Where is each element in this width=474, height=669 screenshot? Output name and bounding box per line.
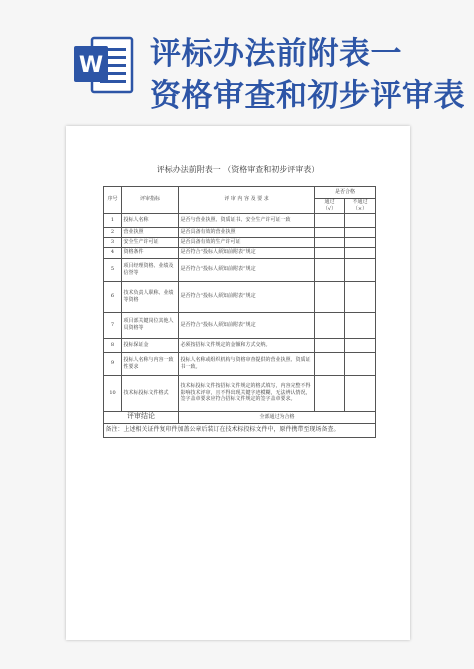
document-page: [66, 126, 410, 640]
table-body: [104, 213, 376, 411]
table-row: [104, 227, 376, 237]
row-fail-cell[interactable]: [345, 312, 376, 338]
row-item: 技术负责人职称、业绩等资格: [122, 281, 179, 312]
row-content: 技术标投标文件按招标文件规定的格式填写，内容完整不得影响技术评审，且不得出现关键字迹模糊，无法辨认情况，签字盖章要求应符合招标文件规定的签字盖章要求。: [179, 375, 315, 411]
row-item: 项目部关键岗位其他人员资格等: [122, 312, 179, 338]
row-content: 是否符合“投标人须知前附表”规定: [179, 247, 315, 258]
logo-letter: W: [78, 53, 104, 78]
row-fail-cell[interactable]: [345, 227, 376, 237]
document-title: 评标办法前附表一 （资格审查和初步评审表）: [156, 165, 320, 174]
row-pass-cell[interactable]: [315, 237, 345, 247]
header-fail-label: 不通过: [352, 199, 368, 205]
row-content: 投标人名称或组织机构与资格审查提供的营业执照、资质证书一致。: [179, 352, 315, 375]
row-no: 2: [104, 227, 122, 237]
banner-title-line-2: 资格审查和初步评审表: [150, 78, 465, 114]
table-row: [104, 237, 376, 247]
row-fail-cell[interactable]: [345, 247, 376, 258]
row-item: 项目经理资格、业绩及信誉等: [122, 258, 179, 281]
conclusion-row: [104, 411, 376, 423]
row-content: 是否符合“投标人须知前附表”规定: [179, 258, 315, 281]
header-pass-mark: （√）: [322, 205, 337, 212]
row-content: 是否具备有效的营业执照: [179, 227, 315, 237]
table-row: [104, 247, 376, 258]
header-item: 评审指标: [122, 187, 179, 214]
row-fail-cell[interactable]: [345, 237, 376, 247]
header-pass-label: 通过: [324, 199, 335, 205]
row-no: 3: [104, 237, 122, 247]
header-no: 序号: [104, 187, 122, 214]
word-document-icon: [70, 32, 136, 98]
table-row: [104, 258, 376, 281]
row-item: 资格条件: [122, 247, 179, 258]
row-no: 10: [104, 375, 122, 411]
row-pass-cell[interactable]: [315, 312, 345, 338]
table-row: [104, 338, 376, 352]
row-content: 是否具备有效的生产许可证: [179, 237, 315, 247]
row-no: 6: [104, 281, 122, 312]
note-row: [104, 423, 376, 437]
header-qualified: 是否合格: [315, 187, 376, 199]
row-no: 9: [104, 352, 122, 375]
row-pass-cell[interactable]: [315, 247, 345, 258]
row-no: 5: [104, 258, 122, 281]
table-row: [104, 213, 376, 227]
row-item: 投标保证金: [122, 338, 179, 352]
row-fail-cell[interactable]: [345, 281, 376, 312]
row-pass-cell[interactable]: [315, 227, 345, 237]
table-header-row: [104, 187, 376, 199]
row-content: 是否符合“投标人须知前附表”规定: [179, 312, 315, 338]
row-pass-cell[interactable]: [315, 375, 345, 411]
row-no: 4: [104, 247, 122, 258]
conclusion-value: 全部通过为合格: [179, 411, 376, 423]
banner: [0, 0, 474, 140]
row-fail-cell[interactable]: [345, 213, 376, 227]
row-fail-cell[interactable]: [345, 352, 376, 375]
header-fail: [345, 199, 376, 214]
table-row: [104, 375, 376, 411]
row-item: 投标人名称与内容一致性要求: [122, 352, 179, 375]
row-item: 技术标投标文件格式: [122, 375, 179, 411]
table-row: [104, 281, 376, 312]
header-pass: [315, 199, 345, 214]
row-content: 必须按招标文件规定的金额和方式交纳。: [179, 338, 315, 352]
row-pass-cell[interactable]: [315, 352, 345, 375]
row-fail-cell[interactable]: [345, 338, 376, 352]
row-no: 1: [104, 213, 122, 227]
row-item: 投标人名称: [122, 213, 179, 227]
table-row: [104, 352, 376, 375]
note-text: 备注：上述相关证件复印件加盖公章后装订在技术标投标文件中，原件携带至现场备查。: [104, 423, 376, 437]
row-no: 8: [104, 338, 122, 352]
row-fail-cell[interactable]: [345, 375, 376, 411]
row-content: 是否与营业执照、资质证书、安全生产许可证一致: [179, 213, 315, 227]
header-fail-mark: （×）: [352, 205, 368, 212]
row-pass-cell[interactable]: [315, 258, 345, 281]
row-fail-cell[interactable]: [345, 258, 376, 281]
row-pass-cell[interactable]: [315, 338, 345, 352]
row-item: 营业执照: [122, 227, 179, 237]
table-row: [104, 312, 376, 338]
row-pass-cell[interactable]: [315, 281, 345, 312]
banner-title-line-1: 评标办法前附表一: [150, 36, 402, 72]
row-pass-cell[interactable]: [315, 213, 345, 227]
row-item: 安全生产许可证: [122, 237, 179, 247]
row-no: 7: [104, 312, 122, 338]
conclusion-label: 评审结论: [104, 411, 179, 423]
review-table: [103, 186, 376, 438]
row-content: 是否符合“投标人须知前附表”规定: [179, 281, 315, 312]
header-content: 评 审 内 容 及 要 求: [179, 187, 315, 214]
